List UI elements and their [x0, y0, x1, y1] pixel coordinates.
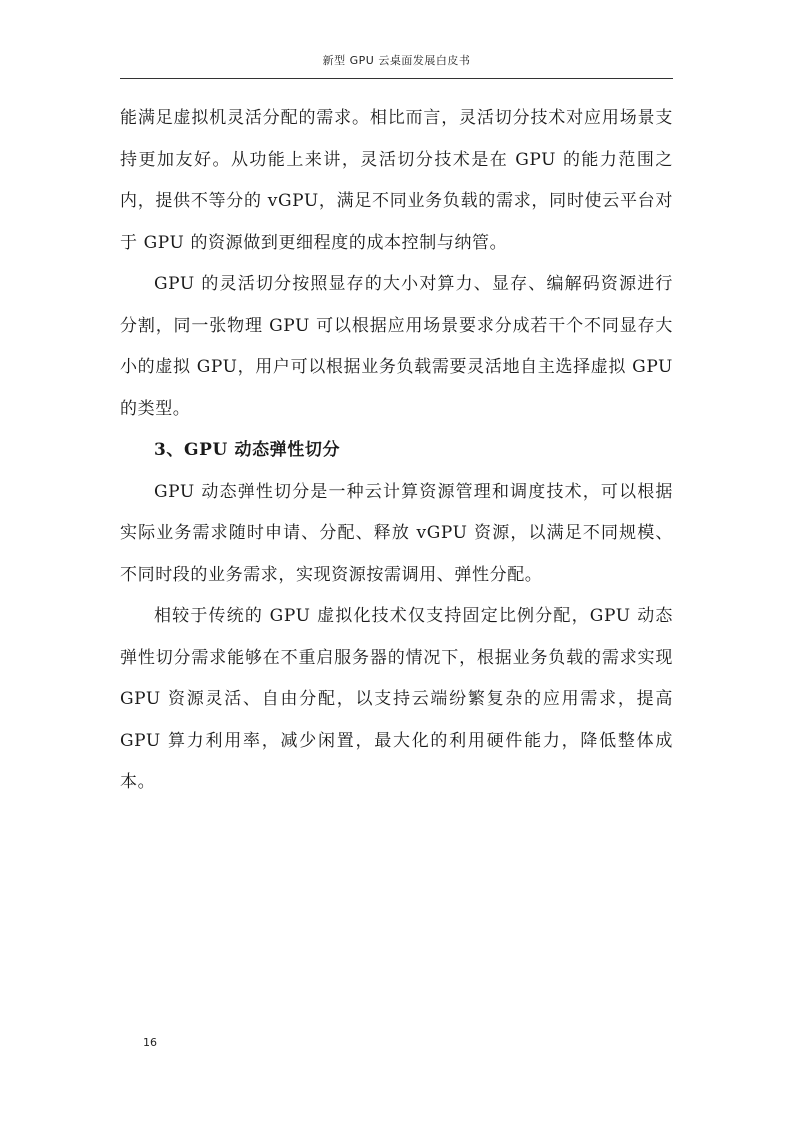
running-header: 新型 GPU 云桌面发展白皮书 [322, 54, 471, 67]
page-number: 16 [143, 1036, 157, 1049]
paragraph-flexible-partition: GPU 的灵活切分按照显存的大小对算力、显存、编解码资源进行分割，同一张物理 GPU 可以根据应用场景要求分成若干个不同显存大小的虚拟 GPU，用户可以根据业务负载需要灵活地自主选择虚拟 GPU 的类型。 [120, 274, 673, 419]
paragraph-dynamic-partition-comparison: 相较于传统的 GPU 虚拟化技术仅支持固定比例分配，GPU 动态弹性切分需求能够在不重启服务器的情况下，根据业务负载的需求实现 GPU 资源灵活、自由分配，以支持云端纷繁复杂的应用需求，提高 GPU 算力利用率，减少闲置，最大化的利用硬件能力，降低整体成本。 [120, 606, 673, 792]
paragraph-continuation: 能满足虚拟机灵活分配的需求。相比而言，灵活切分技术对应用场景支持更加友好。从功能上来讲，灵活切分技术是在 GPU 的能力范围之内，提供不等分的 vGPU，满足不同业务负载的需求，同时使云平台对于 GPU 的资源做到更细程度的成本控制与纳管。 [120, 108, 673, 253]
header-divider [120, 78, 673, 79]
paragraph-dynamic-partition-definition: GPU 动态弹性切分是一种云计算资源管理和调度技术，可以根据实际业务需求随时申请、分配、释放 vGPU 资源，以满足不同规模、不同时段的业务需求，实现资源按需调用、弹性分配。 [120, 481, 673, 585]
page-body [120, 98, 673, 804]
section-heading: 3、GPU 动态弹性切分 [154, 440, 341, 460]
